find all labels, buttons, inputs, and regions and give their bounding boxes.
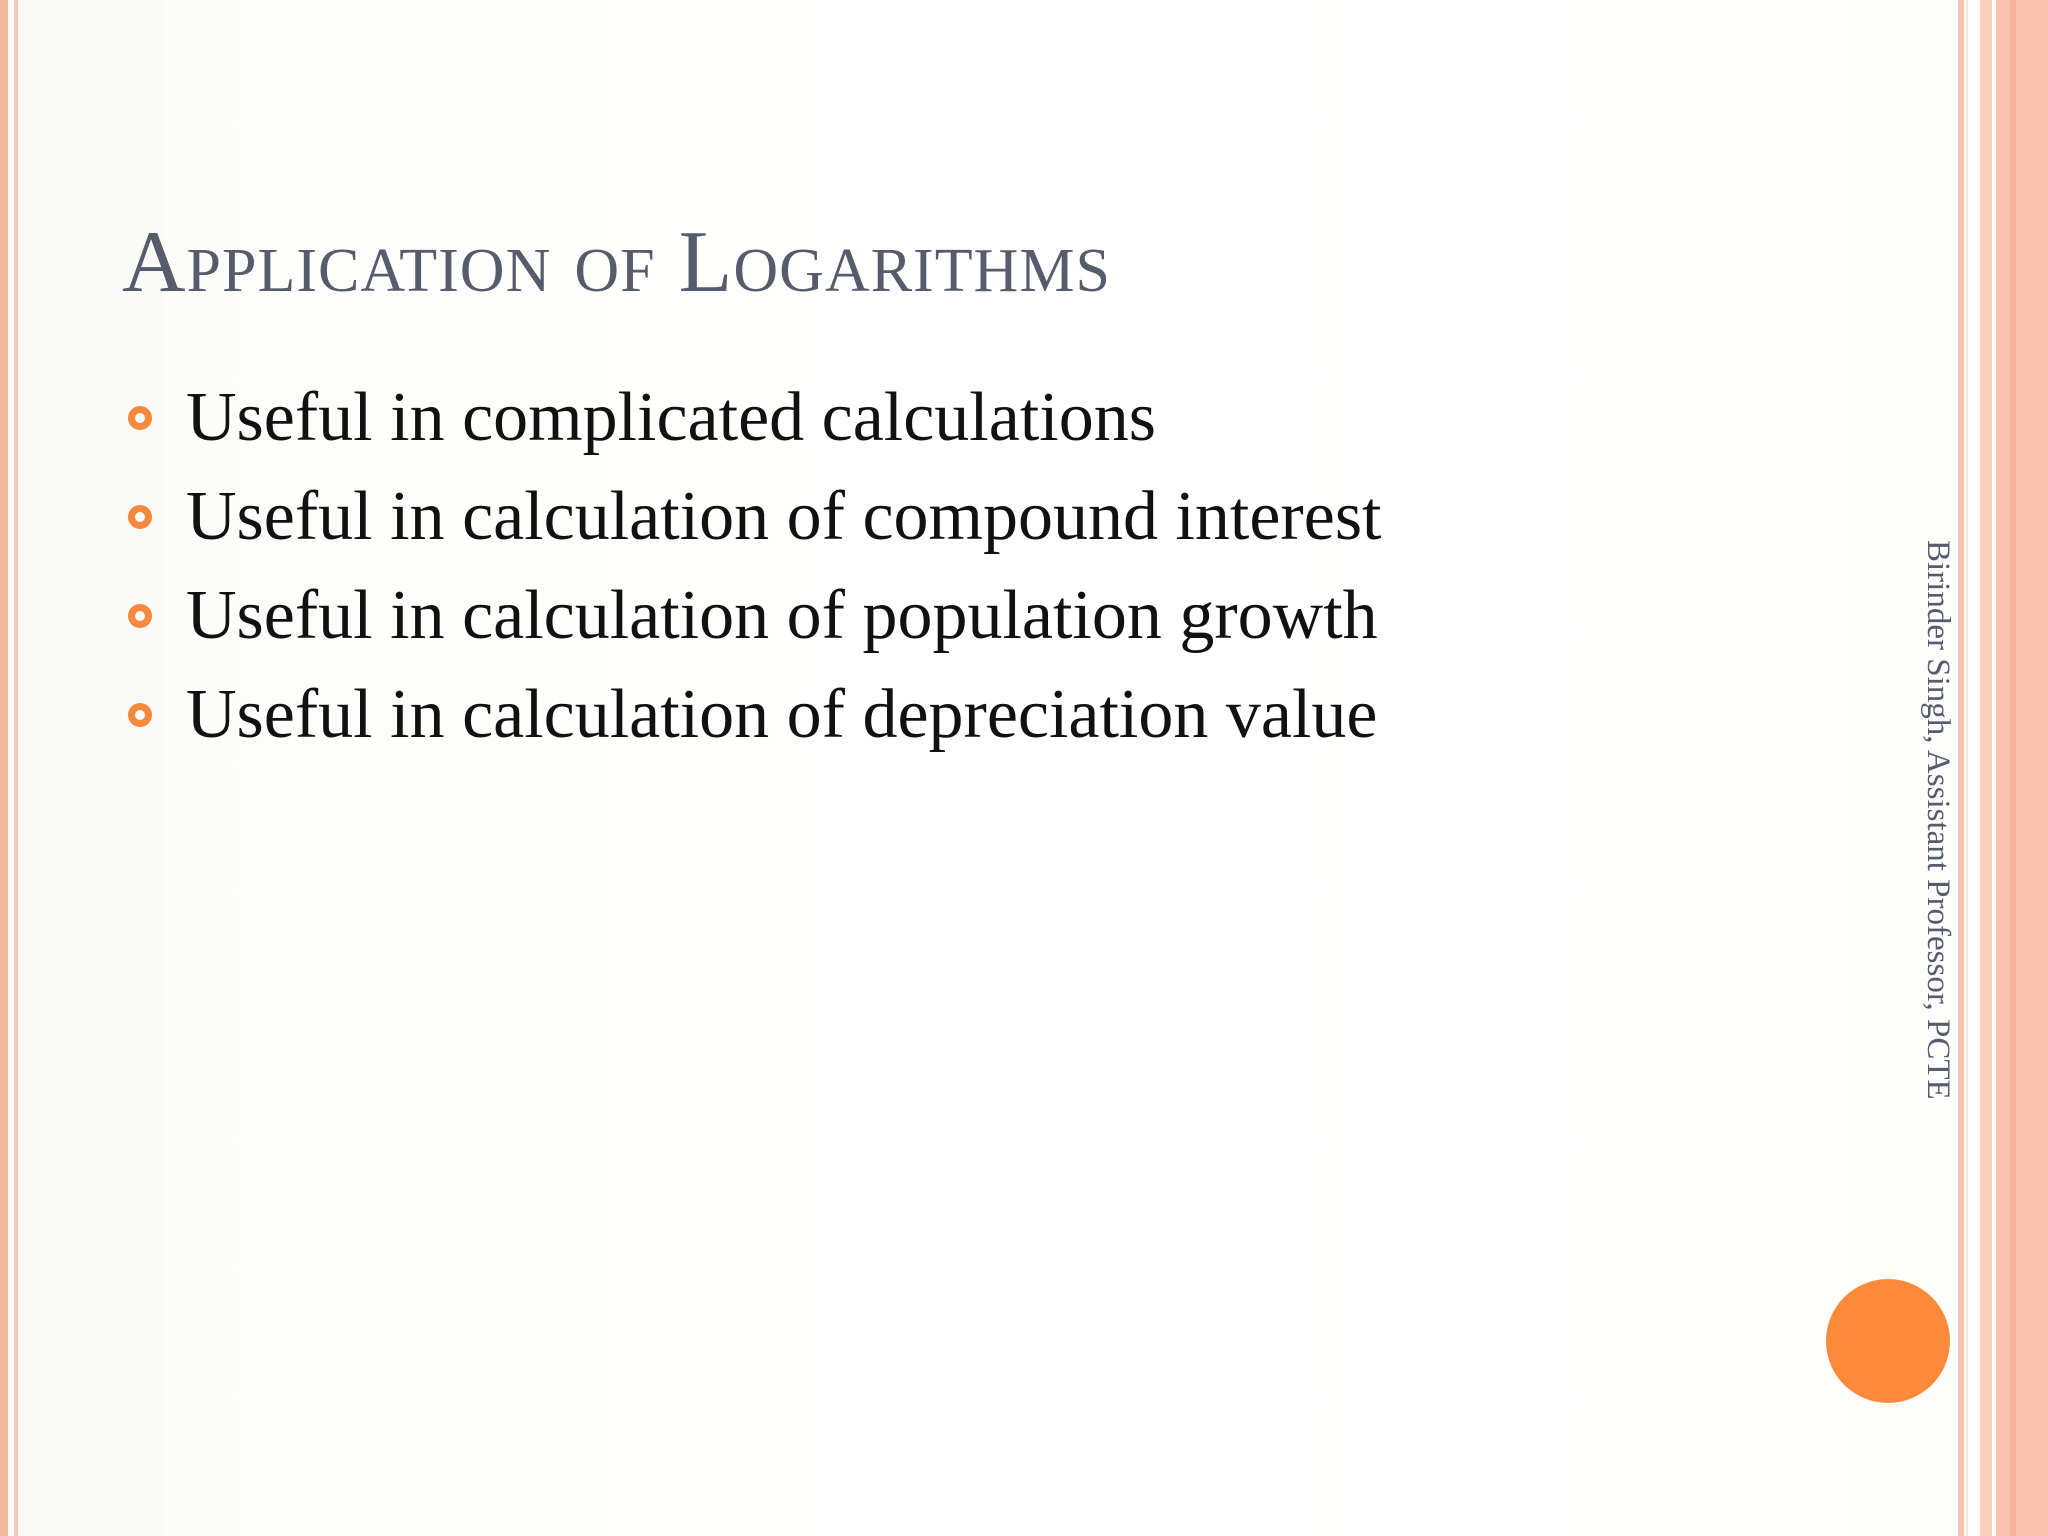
right-border-band [1980,0,1992,1536]
right-border-band-wide [1996,0,2048,1536]
slide-title: Application of Logarithms [122,214,1111,311]
bullet-text: Useful in calculation of depreciation value [186,675,1378,753]
left-border-stripe [0,0,8,1536]
bullet-icon [128,505,152,529]
bullet-icon [128,604,152,628]
bullet-item [122,368,1382,467]
bullet-text: Useful in calculation of population growth [186,576,1378,654]
right-border-line-thin [1966,0,1968,1536]
bullet-icon [128,406,152,430]
bullet-list [122,368,1382,764]
right-border-line [1958,0,1964,1536]
bullet-item [122,566,1382,665]
bullet-item [122,665,1382,764]
bullet-text: Useful in complicated calculations [186,378,1156,456]
bullet-text: Useful in calculation of compound interest [186,477,1382,555]
bullet-icon [128,703,152,727]
right-border-band-dark [2010,0,2016,1536]
decorative-orange-circle [1826,1279,1950,1403]
author-footer-vertical: Birinder Singh, Assistant Professor, PCTE [1920,540,1956,1100]
bullet-item [122,467,1382,566]
